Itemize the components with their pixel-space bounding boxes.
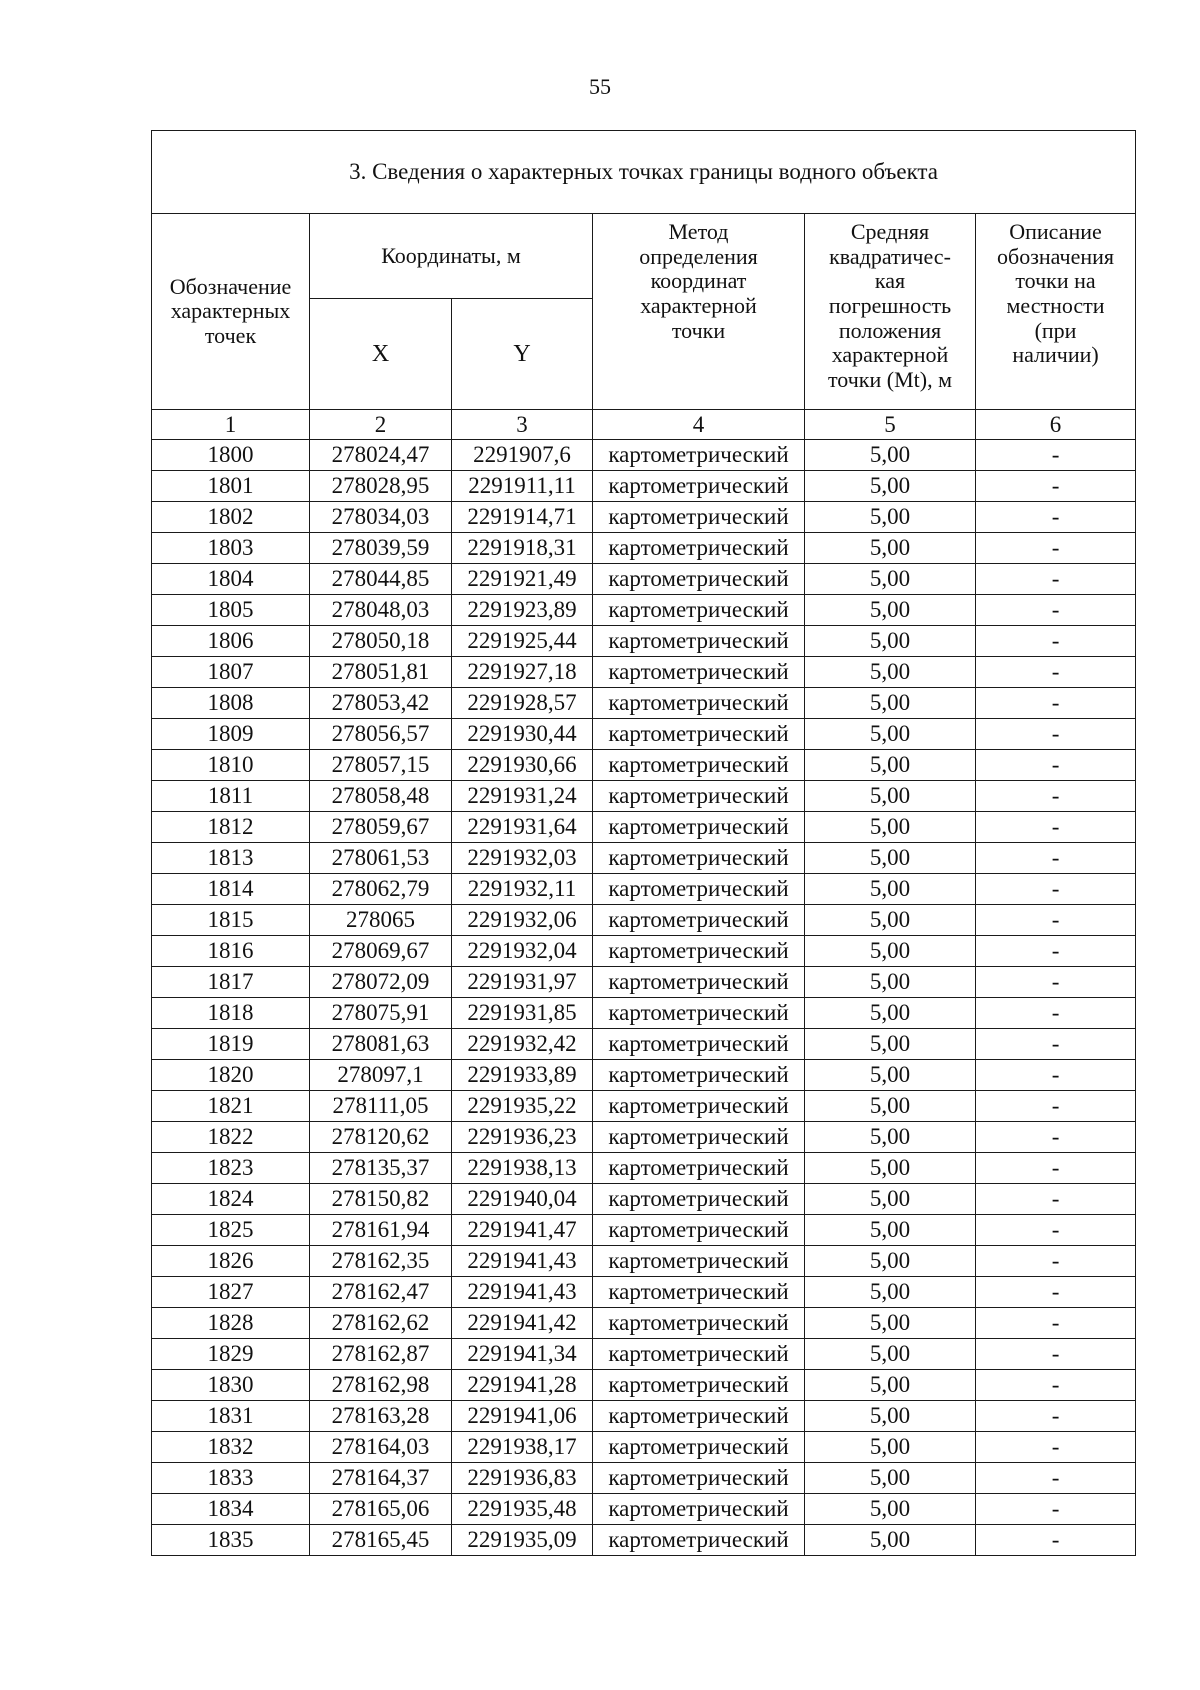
point-id-cell: 1805 [152, 595, 310, 626]
description-cell: - [976, 440, 1136, 471]
point-id-cell: 1817 [152, 967, 310, 998]
table-row [152, 1184, 1136, 1215]
header-y: Y [452, 299, 593, 410]
point-id-cell: 1824 [152, 1184, 310, 1215]
y-coordinate-cell: 2291930,66 [452, 750, 593, 781]
method-cell: картометрический [593, 1029, 805, 1060]
error-cell: 5,00 [805, 936, 976, 967]
table-row [152, 967, 1136, 998]
y-coordinate-cell: 2291935,09 [452, 1525, 593, 1556]
error-cell: 5,00 [805, 1308, 976, 1339]
method-cell: картометрический [593, 471, 805, 502]
method-cell: картометрический [593, 812, 805, 843]
description-cell: - [976, 1091, 1136, 1122]
y-coordinate-cell: 2291941,43 [452, 1277, 593, 1308]
point-id-cell: 1830 [152, 1370, 310, 1401]
description-cell: - [976, 1184, 1136, 1215]
error-cell: 5,00 [805, 688, 976, 719]
description-cell: - [976, 626, 1136, 657]
table-row [152, 1463, 1136, 1494]
y-coordinate-cell: 2291932,06 [452, 905, 593, 936]
y-coordinate-cell: 2291941,43 [452, 1246, 593, 1277]
y-coordinate-cell: 2291935,22 [452, 1091, 593, 1122]
point-id-cell: 1826 [152, 1246, 310, 1277]
method-cell: картометрический [593, 843, 805, 874]
point-id-cell: 1819 [152, 1029, 310, 1060]
header-method: Метод определения координат характерной точки [593, 214, 805, 410]
point-id-cell: 1822 [152, 1122, 310, 1153]
page-number: 55 [589, 74, 611, 99]
error-cell: 5,00 [805, 1370, 976, 1401]
table-row [152, 719, 1136, 750]
description-cell: - [976, 936, 1136, 967]
method-cell: картометрический [593, 998, 805, 1029]
description-cell: - [976, 1463, 1136, 1494]
method-cell: картометрический [593, 1215, 805, 1246]
description-cell: - [976, 998, 1136, 1029]
point-id-cell: 1818 [152, 998, 310, 1029]
column-number: 4 [593, 410, 805, 440]
description-cell: - [976, 967, 1136, 998]
description-cell: - [976, 1494, 1136, 1525]
table-row [152, 1370, 1136, 1401]
y-coordinate-cell: 2291932,11 [452, 874, 593, 905]
method-cell: картометрический [593, 1370, 805, 1401]
method-cell: картометрический [593, 1153, 805, 1184]
y-coordinate-cell: 2291925,44 [452, 626, 593, 657]
point-id-cell: 1801 [152, 471, 310, 502]
table-row [152, 874, 1136, 905]
point-id-cell: 1823 [152, 1153, 310, 1184]
x-coordinate-cell: 278162,62 [310, 1308, 452, 1339]
y-coordinate-cell: 2291927,18 [452, 657, 593, 688]
table-row [152, 1308, 1136, 1339]
method-cell: картометрический [593, 533, 805, 564]
x-coordinate-cell: 278075,91 [310, 998, 452, 1029]
description-cell: - [976, 1215, 1136, 1246]
description-cell: - [976, 1153, 1136, 1184]
y-coordinate-cell: 2291941,28 [452, 1370, 593, 1401]
point-id-cell: 1806 [152, 626, 310, 657]
table-row [152, 781, 1136, 812]
error-cell: 5,00 [805, 1153, 976, 1184]
table-row [152, 1401, 1136, 1432]
method-cell: картометрический [593, 1494, 805, 1525]
point-id-cell: 1821 [152, 1091, 310, 1122]
error-cell: 5,00 [805, 1029, 976, 1060]
description-cell: - [976, 1277, 1136, 1308]
point-id-cell: 1811 [152, 781, 310, 812]
y-coordinate-cell: 2291932,03 [452, 843, 593, 874]
point-id-cell: 1835 [152, 1525, 310, 1556]
x-coordinate-cell: 278097,1 [310, 1060, 452, 1091]
error-cell: 5,00 [805, 1215, 976, 1246]
method-cell: картометрический [593, 1339, 805, 1370]
x-coordinate-cell: 278163,28 [310, 1401, 452, 1432]
description-cell: - [976, 564, 1136, 595]
method-cell: картометрический [593, 440, 805, 471]
description-cell: - [976, 719, 1136, 750]
method-cell: картометрический [593, 905, 805, 936]
x-coordinate-cell: 278053,42 [310, 688, 452, 719]
method-cell: картометрический [593, 657, 805, 688]
description-cell: - [976, 1401, 1136, 1432]
column-number: 1 [152, 410, 310, 440]
error-cell: 5,00 [805, 1277, 976, 1308]
y-coordinate-cell: 2291918,31 [452, 533, 593, 564]
description-cell: - [976, 533, 1136, 564]
x-coordinate-cell: 278081,63 [310, 1029, 452, 1060]
table-row [152, 936, 1136, 967]
x-coordinate-cell: 278028,95 [310, 471, 452, 502]
table-row [152, 750, 1136, 781]
table-row [152, 440, 1136, 471]
point-id-cell: 1816 [152, 936, 310, 967]
y-coordinate-cell: 2291941,47 [452, 1215, 593, 1246]
point-id-cell: 1807 [152, 657, 310, 688]
description-cell: - [976, 657, 1136, 688]
description-cell: - [976, 502, 1136, 533]
y-coordinate-cell: 2291931,85 [452, 998, 593, 1029]
error-cell: 5,00 [805, 750, 976, 781]
x-coordinate-cell: 278162,47 [310, 1277, 452, 1308]
header-mean-square-error: Средняя квадратичес- кая погрешность положения характерной точки (Mt), м [805, 214, 976, 410]
x-coordinate-cell: 278164,37 [310, 1463, 452, 1494]
method-cell: картометрический [593, 626, 805, 657]
table-row [152, 688, 1136, 719]
error-cell: 5,00 [805, 998, 976, 1029]
point-id-cell: 1828 [152, 1308, 310, 1339]
description-cell: - [976, 905, 1136, 936]
point-id-cell: 1808 [152, 688, 310, 719]
x-coordinate-cell: 278057,15 [310, 750, 452, 781]
x-coordinate-cell: 278072,09 [310, 967, 452, 998]
error-cell: 5,00 [805, 440, 976, 471]
y-coordinate-cell: 2291938,17 [452, 1432, 593, 1463]
point-id-cell: 1812 [152, 812, 310, 843]
error-cell: 5,00 [805, 719, 976, 750]
description-cell: - [976, 843, 1136, 874]
y-coordinate-cell: 2291941,34 [452, 1339, 593, 1370]
error-cell: 5,00 [805, 1184, 976, 1215]
x-coordinate-cell: 278120,62 [310, 1122, 452, 1153]
table-row [152, 812, 1136, 843]
description-cell: - [976, 1029, 1136, 1060]
method-cell: картометрический [593, 874, 805, 905]
y-coordinate-cell: 2291931,24 [452, 781, 593, 812]
description-cell: - [976, 781, 1136, 812]
table-row [152, 1060, 1136, 1091]
point-id-cell: 1834 [152, 1494, 310, 1525]
method-cell: картометрический [593, 1308, 805, 1339]
y-coordinate-cell: 2291931,97 [452, 967, 593, 998]
table-row [152, 564, 1136, 595]
x-coordinate-cell: 278061,53 [310, 843, 452, 874]
x-coordinate-cell: 278162,35 [310, 1246, 452, 1277]
method-cell: картометрический [593, 1463, 805, 1494]
description-cell: - [976, 595, 1136, 626]
table-row [152, 998, 1136, 1029]
error-cell: 5,00 [805, 1525, 976, 1556]
method-cell: картометрический [593, 781, 805, 812]
y-coordinate-cell: 2291940,04 [452, 1184, 593, 1215]
point-id-cell: 1820 [152, 1060, 310, 1091]
x-coordinate-cell: 278164,03 [310, 1432, 452, 1463]
method-cell: картометрический [593, 688, 805, 719]
table-row [152, 502, 1136, 533]
table-row [152, 1525, 1136, 1556]
table-row [152, 657, 1136, 688]
x-coordinate-cell: 278048,03 [310, 595, 452, 626]
x-coordinate-cell: 278150,82 [310, 1184, 452, 1215]
y-coordinate-cell: 2291923,89 [452, 595, 593, 626]
description-cell: - [976, 471, 1136, 502]
boundary-points-table [151, 130, 1136, 1556]
x-coordinate-cell: 278050,18 [310, 626, 452, 657]
table-title: 3. Сведения о характерных точках границы водного объекта [152, 131, 1136, 214]
error-cell: 5,00 [805, 874, 976, 905]
error-cell: 5,00 [805, 471, 976, 502]
header-description: Описание обозначения точки на местности (при наличии) [976, 214, 1136, 410]
x-coordinate-cell: 278051,81 [310, 657, 452, 688]
error-cell: 5,00 [805, 564, 976, 595]
header-coordinates: Координаты, м [310, 214, 593, 299]
table-row [152, 1494, 1136, 1525]
point-id-cell: 1809 [152, 719, 310, 750]
point-id-cell: 1804 [152, 564, 310, 595]
y-coordinate-cell: 2291933,89 [452, 1060, 593, 1091]
x-coordinate-cell: 278034,03 [310, 502, 452, 533]
description-cell: - [976, 1308, 1136, 1339]
table-row [152, 1339, 1136, 1370]
error-cell: 5,00 [805, 843, 976, 874]
table-row [152, 1215, 1136, 1246]
point-id-cell: 1831 [152, 1401, 310, 1432]
method-cell: картометрический [593, 564, 805, 595]
description-cell: - [976, 1060, 1136, 1091]
error-cell: 5,00 [805, 781, 976, 812]
error-cell: 5,00 [805, 967, 976, 998]
column-number: 2 [310, 410, 452, 440]
y-coordinate-cell: 2291941,06 [452, 1401, 593, 1432]
error-cell: 5,00 [805, 657, 976, 688]
y-coordinate-cell: 2291936,83 [452, 1463, 593, 1494]
column-number: 6 [976, 410, 1136, 440]
table-row [152, 1246, 1136, 1277]
error-cell: 5,00 [805, 905, 976, 936]
point-id-cell: 1802 [152, 502, 310, 533]
point-id-cell: 1810 [152, 750, 310, 781]
method-cell: картометрический [593, 1432, 805, 1463]
method-cell: картометрический [593, 936, 805, 967]
description-cell: - [976, 1246, 1136, 1277]
table-row [152, 1122, 1136, 1153]
x-coordinate-cell: 278161,94 [310, 1215, 452, 1246]
x-coordinate-cell: 278056,57 [310, 719, 452, 750]
description-cell: - [976, 688, 1136, 719]
table-row [152, 471, 1136, 502]
table-row [152, 905, 1136, 936]
method-cell: картометрический [593, 1122, 805, 1153]
y-coordinate-cell: 2291928,57 [452, 688, 593, 719]
method-cell: картометрический [593, 1091, 805, 1122]
error-cell: 5,00 [805, 1432, 976, 1463]
y-coordinate-cell: 2291932,04 [452, 936, 593, 967]
y-coordinate-cell: 2291938,13 [452, 1153, 593, 1184]
error-cell: 5,00 [805, 533, 976, 564]
table-row [152, 1277, 1136, 1308]
method-cell: картометрический [593, 1277, 805, 1308]
column-number: 5 [805, 410, 976, 440]
y-coordinate-cell: 2291907,6 [452, 440, 593, 471]
y-coordinate-cell: 2291941,42 [452, 1308, 593, 1339]
error-cell: 5,00 [805, 502, 976, 533]
y-coordinate-cell: 2291914,71 [452, 502, 593, 533]
x-coordinate-cell: 278062,79 [310, 874, 452, 905]
x-coordinate-cell: 278039,59 [310, 533, 452, 564]
point-id-cell: 1825 [152, 1215, 310, 1246]
x-coordinate-cell: 278162,98 [310, 1370, 452, 1401]
table-row [152, 1432, 1136, 1463]
error-cell: 5,00 [805, 626, 976, 657]
point-id-cell: 1800 [152, 440, 310, 471]
y-coordinate-cell: 2291935,48 [452, 1494, 593, 1525]
table-row [152, 595, 1136, 626]
point-id-cell: 1833 [152, 1463, 310, 1494]
table-row [152, 533, 1136, 564]
error-cell: 5,00 [805, 1122, 976, 1153]
error-cell: 5,00 [805, 1091, 976, 1122]
point-id-cell: 1803 [152, 533, 310, 564]
x-coordinate-cell: 278065 [310, 905, 452, 936]
point-id-cell: 1813 [152, 843, 310, 874]
x-coordinate-cell: 278165,45 [310, 1525, 452, 1556]
x-coordinate-cell: 278162,87 [310, 1339, 452, 1370]
point-id-cell: 1827 [152, 1277, 310, 1308]
method-cell: картометрический [593, 967, 805, 998]
method-cell: картометрический [593, 502, 805, 533]
column-number-row [152, 410, 1136, 440]
error-cell: 5,00 [805, 1060, 976, 1091]
error-cell: 5,00 [805, 1401, 976, 1432]
point-id-cell: 1829 [152, 1339, 310, 1370]
method-cell: картометрический [593, 750, 805, 781]
table-row [152, 843, 1136, 874]
x-coordinate-cell: 278044,85 [310, 564, 452, 595]
description-cell: - [976, 1370, 1136, 1401]
x-coordinate-cell: 278024,47 [310, 440, 452, 471]
table-row [152, 1153, 1136, 1184]
error-cell: 5,00 [805, 812, 976, 843]
y-coordinate-cell: 2291921,49 [452, 564, 593, 595]
method-cell: картометрический [593, 1525, 805, 1556]
description-cell: - [976, 1122, 1136, 1153]
method-cell: картометрический [593, 595, 805, 626]
y-coordinate-cell: 2291936,23 [452, 1122, 593, 1153]
description-cell: - [976, 874, 1136, 905]
table-body [152, 440, 1136, 1556]
x-coordinate-cell: 278069,67 [310, 936, 452, 967]
table-row [152, 1029, 1136, 1060]
x-coordinate-cell: 278111,05 [310, 1091, 452, 1122]
error-cell: 5,00 [805, 1339, 976, 1370]
table-row [152, 1091, 1136, 1122]
method-cell: картометрический [593, 1184, 805, 1215]
x-coordinate-cell: 278058,48 [310, 781, 452, 812]
error-cell: 5,00 [805, 1246, 976, 1277]
error-cell: 5,00 [805, 595, 976, 626]
description-cell: - [976, 812, 1136, 843]
description-cell: - [976, 750, 1136, 781]
column-number: 3 [452, 410, 593, 440]
description-cell: - [976, 1432, 1136, 1463]
header-point-designation: Обозначение характерных точек [152, 214, 310, 410]
point-id-cell: 1815 [152, 905, 310, 936]
y-coordinate-cell: 2291932,42 [452, 1029, 593, 1060]
method-cell: картометрический [593, 1060, 805, 1091]
method-cell: картометрический [593, 719, 805, 750]
description-cell: - [976, 1525, 1136, 1556]
error-cell: 5,00 [805, 1494, 976, 1525]
x-coordinate-cell: 278135,37 [310, 1153, 452, 1184]
point-id-cell: 1814 [152, 874, 310, 905]
y-coordinate-cell: 2291931,64 [452, 812, 593, 843]
table-row [152, 626, 1136, 657]
description-cell: - [976, 1339, 1136, 1370]
header-x: X [310, 299, 452, 410]
error-cell: 5,00 [805, 1463, 976, 1494]
x-coordinate-cell: 278059,67 [310, 812, 452, 843]
point-id-cell: 1832 [152, 1432, 310, 1463]
y-coordinate-cell: 2291930,44 [452, 719, 593, 750]
y-coordinate-cell: 2291911,11 [452, 471, 593, 502]
method-cell: картометрический [593, 1246, 805, 1277]
method-cell: картометрический [593, 1401, 805, 1432]
x-coordinate-cell: 278165,06 [310, 1494, 452, 1525]
